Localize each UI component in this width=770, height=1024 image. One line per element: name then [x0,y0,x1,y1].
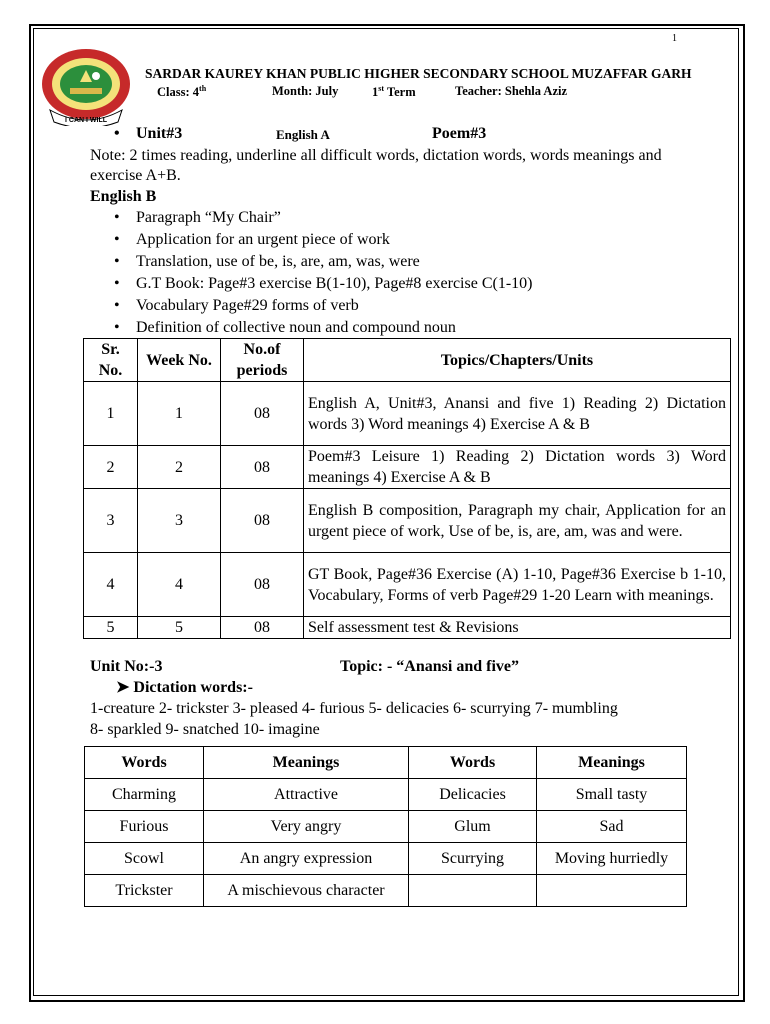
col-header-week: Week No. [138,339,221,382]
col-header-topics: Topics/Chapters/Units [304,339,731,382]
cell-meaning: A mischievous character [204,875,409,907]
schedule-table [83,338,731,639]
cell-sr: 5 [84,617,138,639]
unit-number: Unit No:-3 [90,658,163,675]
cell-week: 4 [138,553,221,617]
table-row [84,489,731,553]
school-name: SARDAR KAUREY KHAN PUBLIC HIGHER SECONDARY SCHOOL MUZAFFAR GARH [145,66,692,81]
cell-meaning [537,875,687,907]
cell-word: Glum [409,811,537,843]
cell-meaning: Attractive [204,779,409,811]
list-item: • Application for an urgent piece of work [136,229,390,251]
logo-motto: I CAN I WILL [65,117,107,124]
table-row [84,446,731,489]
cell-topic: GT Book, Page#36 Exercise (A) 1-10, Page#36 Exercise b 1-10, Vocabulary, Forms of verb Page#29 1-20 Learn with meanings. [304,553,731,617]
cell-meaning: Moving hurriedly [537,843,687,875]
class-label: Class: 4th [157,84,207,100]
teacher-label: Teacher: Shehla Aziz [455,84,568,98]
list-item: • Translation, use of be, is, are, am, was, were [136,251,420,273]
list-item: • G.T Book: Page#3 exercise B(1-10), Page#8 exercise C(1-10) [136,273,532,295]
cell-periods: 08 [221,446,304,489]
table-row [84,382,731,446]
cell-sr: 1 [84,382,138,446]
list-item: • Definition of collective noun and compound noun [136,317,456,339]
col-header-words: Words [409,747,537,779]
col-header-words: Words [85,747,204,779]
cell-topic: English B composition, Paragraph my chair, Application for an urgent piece of work, Use of be, is, are, am, was and were. [304,489,731,553]
table-header-row [85,747,687,779]
cell-meaning: An angry expression [204,843,409,875]
col-header-periods: No.of periods [221,339,304,382]
cell-periods: 08 [221,553,304,617]
cell-week: 5 [138,617,221,639]
cell-periods: 08 [221,617,304,639]
school-logo [40,46,132,126]
cell-meaning: Small tasty [537,779,687,811]
cell-periods: 08 [221,489,304,553]
list-item: • Vocabulary Page#29 forms of verb [136,295,359,317]
page-number: 1 [672,33,677,44]
unit-heading: • Unit#3 [136,123,182,145]
cell-topic: English A, Unit#3, Anansi and five 1) Reading 2) Dictation words 3) Word meanings 4) Exercise A & B [304,382,731,446]
cell-periods: 08 [221,382,304,446]
list-item: • Paragraph “My Chair” [136,207,281,229]
cell-sr: 4 [84,553,138,617]
cell-meaning: Very angry [204,811,409,843]
cell-meaning: Sad [537,811,687,843]
col-header-meanings: Meanings [204,747,409,779]
cell-topic: Self assessment test & Revisions [304,617,731,639]
table-row [84,553,731,617]
english-a-label: English A [276,127,330,142]
cell-week: 2 [138,446,221,489]
cell-sr: 3 [84,489,138,553]
cell-word [409,875,537,907]
dictation-heading: ➤ Dictation words:- [116,679,253,696]
note-line-2: exercise A+B. [90,167,181,184]
cell-word: Charming [85,779,204,811]
col-header-meanings: Meanings [537,747,687,779]
cell-word: Trickster [85,875,204,907]
vocabulary-table [84,746,687,907]
note-line-1: Note: 2 times reading, underline all difficult words, dictation words, words meanings and [90,147,662,164]
table-row [85,779,687,811]
table-row [85,811,687,843]
cell-word: Scurrying [409,843,537,875]
cell-word: Delicacies [409,779,537,811]
cell-word: Scowl [85,843,204,875]
cell-sr: 2 [84,446,138,489]
term-label: 1st Term [372,84,416,100]
dictation-line-1: 1-creature 2- trickster 3- pleased 4- furious 5- delicacies 6- scurrying 7- mumbling [90,700,618,717]
cell-week: 3 [138,489,221,553]
table-header-row [84,339,731,382]
table-row [84,617,731,639]
dictation-line-2: 8- sparkled 9- snatched 10- imagine [90,721,320,738]
poem-heading: Poem#3 [432,125,487,142]
topic-title: Topic: - “Anansi and five” [340,658,519,675]
english-b-heading: English B [90,188,157,205]
col-header-sr: Sr. No. [84,339,138,382]
cell-topic: Poem#3 Leisure 1) Reading 2) Dictation words 3) Word meanings 4) Exercise A & B [304,446,731,489]
cell-word: Furious [85,811,204,843]
cell-week: 1 [138,382,221,446]
table-row [85,875,687,907]
table-row [85,843,687,875]
month-label: Month: July [272,84,339,98]
